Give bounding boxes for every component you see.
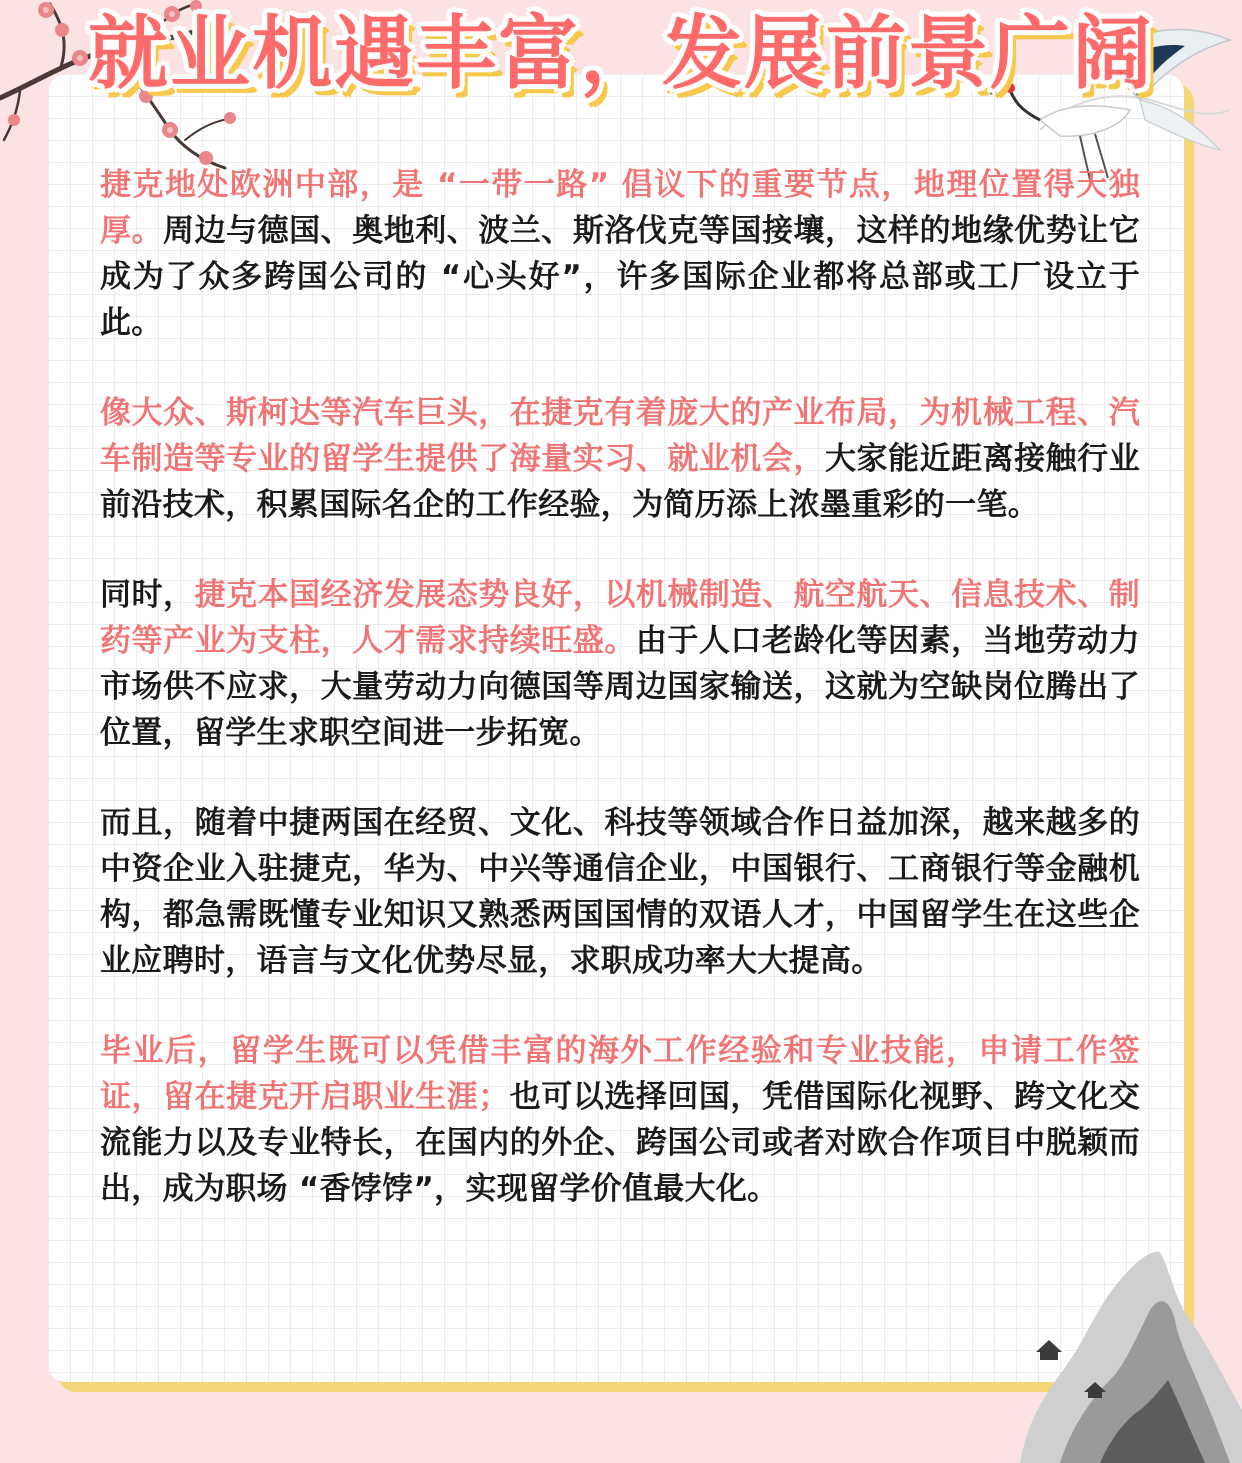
highlight-text: 毕业后，留学生既可以凭借丰富的海外工作经验和专业技能，申请工作签证，留在捷克开启职业生涯；	[100, 1033, 1140, 1115]
body-text: 大家能近距离接触行业前沿技术，积累国际名企的工作经验，为简历添上浓墨重彩的一笔。	[100, 441, 1140, 523]
article-body	[100, 162, 1140, 1256]
body-text: 而且，随着中捷两国在经贸、文化、科技等领域合作日益加深，越来越多的中资企业入驻捷克，华为、中兴等通信企业，中国银行、工商银行等金融机构，都急需既懂专业知识又熟悉两国国情的双语人才，中国留学生在这些企业应聘时，语言与文化优势尽显，求职成功率大大提高。	[100, 805, 1140, 979]
body-text: 由于人口老龄化等因素，当地劳动力市场供不应求，大量劳动力向德国等周边国家输送，这就为空缺岗位腾出了位置，留学生求职空间进一步拓宽。	[100, 623, 1140, 751]
paragraph-4	[100, 800, 1140, 984]
highlight-text: 捷克地处欧洲中部，是 “一带一路” 倡议下的重要节点，地理位置得天独厚。	[100, 167, 1140, 249]
body-text: 周边与德国、奥地利、波兰、斯洛伐克等国接壤，这样的地缘优势让它成为了众多跨国公司的 “心头好”，许多国际企业都将总部或工厂设立于此。	[100, 213, 1140, 341]
paragraph-5	[100, 1028, 1140, 1212]
body-text: 也可以选择回国，凭借国际化视野、跨文化交流能力以及专业特长，在国内的外企、跨国公司或者对欧合作项目中脱颖而出，成为职场 “香饽饽”，实现留学价值最大化。	[100, 1079, 1140, 1207]
paragraph-1	[100, 162, 1140, 346]
paragraph-3	[100, 572, 1140, 756]
page-title: 就业机遇丰富，发展前景广阔	[88, 7, 1154, 100]
ink-mountain-icon	[1000, 1240, 1242, 1463]
highlight-text: 捷克本国经济发展态势良好，以机械制造、航空航天、信息技术、制药等产业为支柱，人才需求持续旺盛。	[100, 577, 1141, 659]
highlight-text: 像大众、斯柯达等汽车巨头，在捷克有着庞大的产业布局，为机械工程、汽车制造等专业的留学生提供了海量实习、就业机会，	[100, 395, 1140, 477]
body-text: 同时，	[100, 577, 195, 613]
paragraph-2	[100, 390, 1140, 528]
